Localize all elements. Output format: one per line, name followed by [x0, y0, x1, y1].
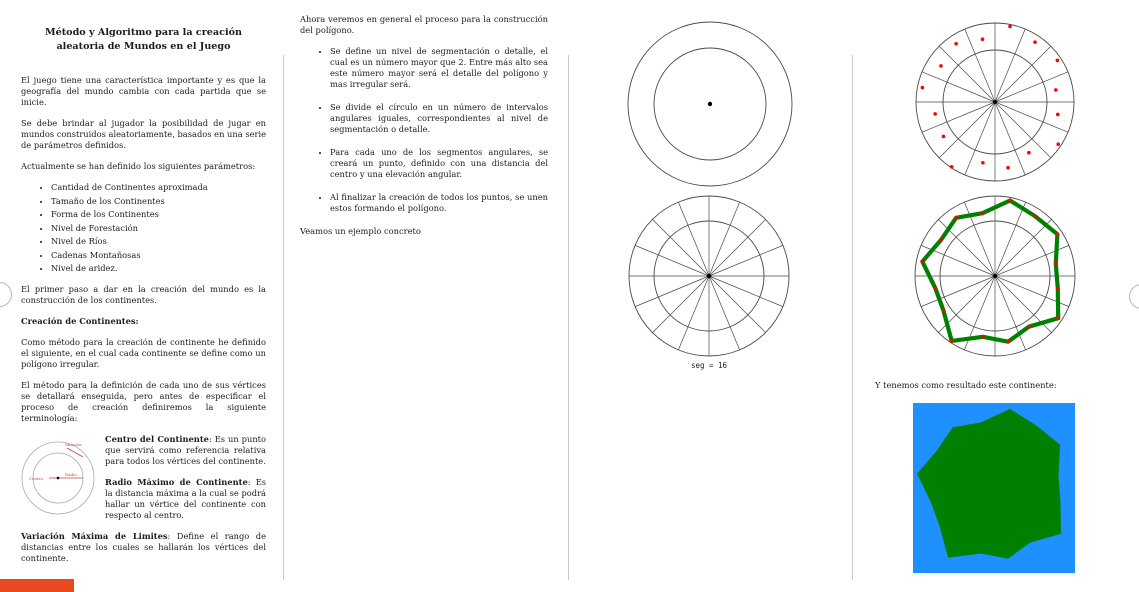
polygon-diagram — [903, 184, 1087, 368]
concentric-circles-diagram — [618, 12, 802, 196]
list-item: • Tamaño de los Continentes — [51, 196, 266, 207]
next-page-button[interactable] — [1129, 284, 1139, 309]
definition-text: : Es un punto que servirá como referencia relativa para todos los vértices del continente. — [105, 434, 266, 466]
paragraph: El método para la definición de cada uno de sus vértices se detallará enseguida, pero antes de especificar el proceso de creación definiremos la siguiente terminología: — [21, 380, 266, 423]
definition-variacion — [21, 531, 266, 564]
paragraph: Veamos un ejemplo concreto — [300, 226, 421, 236]
column-divider — [852, 55, 853, 580]
paragraph: Actualmente se han definido los siguientes parámetros: — [21, 161, 256, 171]
section-heading: Creación de Continentes: — [21, 316, 139, 326]
segment-count-label: seg = 16 — [690, 361, 728, 370]
column-divider — [283, 55, 284, 580]
paragraph: Se debe brindar al jugador la posibilidad de jugar en mundos construidos aleatoriamente, basados en una serie de parámetros definidos. — [21, 118, 267, 150]
definition-text: : Define el rango de distancias entre los cuales se hallarán los vértices del continente. — [21, 531, 266, 563]
paragraph: Ahora veremos en general el proceso para la construcción del polígono. — [300, 14, 548, 35]
list-item: • Forma de los Continentes — [51, 209, 266, 220]
terminology-block — [21, 434, 266, 564]
list-item: • Nivel de Forestación — [51, 223, 266, 234]
definition-term: Centro del Continente — [105, 434, 209, 444]
prev-page-button[interactable] — [0, 282, 12, 307]
paragraph: El primer paso a dar en la creación del mundo es la construcción de los continentes. — [21, 284, 266, 305]
list-item: • Al finalizar la creación de todos los puntos, se unen estos formando el polígono. — [330, 192, 548, 214]
process-steps-list — [300, 46, 548, 214]
list-item: • Cantidad de Continentes aproximada — [51, 182, 266, 193]
page1-column2 — [300, 14, 548, 247]
definition-term: Radio Máximo de Continente — [105, 477, 248, 487]
page1-column1 — [21, 26, 266, 574]
parameters-list — [21, 182, 266, 274]
paragraph: Como método para la creación de continente he definido el siguiente, en el cual cada continente se define como un polígono irregular. — [21, 337, 266, 369]
random-points-diagram — [903, 10, 1087, 194]
list-item: • Nivel de Ríos — [51, 236, 266, 247]
list-item: • Se define un nivel de segmentación o detalle, el cual es un número mayor que 2. Entre más alto sea este número mayor será el detalle del polígono y mas irregular será. — [330, 46, 548, 90]
result-caption: Y tenemos como resultado este continente: — [875, 380, 1057, 390]
svg-text:Radio: Radio — [65, 472, 77, 477]
page-divider — [568, 55, 569, 580]
definition-term: Variación Máxima de Limites — [21, 531, 168, 541]
paragraph: El juego tiene una característica importante y es que la geografía del mundo cambia con cada partida que se inicie. — [21, 75, 266, 107]
svg-text:Centro: Centro — [29, 476, 43, 481]
list-item: • Para cada uno de los segmentos angulares, se creará un punto, definido con una distancia del centro y una elevación angular. — [330, 147, 548, 180]
list-item: • Se divide el círculo en un número de intervalos angulares iguales, correspondientes al nivel de segmentación o detalle. — [330, 102, 548, 135]
corner-marker — [0, 579, 74, 592]
terminology-circle-diagram — [21, 434, 97, 521]
list-item: • Nivel de aridez. — [51, 263, 266, 274]
document-title: Método y Algoritmo para la creación aleatoria de Mundos en el Juego — [45, 27, 242, 52]
segmented-circle-diagram — [617, 184, 801, 368]
continent-map — [913, 403, 1075, 573]
svg-text:Variación: Variación — [65, 443, 82, 447]
definition-text: : Es la distancia máxima a la cual se podrá hallar un vértice del continente con respecto al centro. — [105, 477, 267, 520]
list-item: • Cadenas Montañosas — [51, 250, 266, 261]
